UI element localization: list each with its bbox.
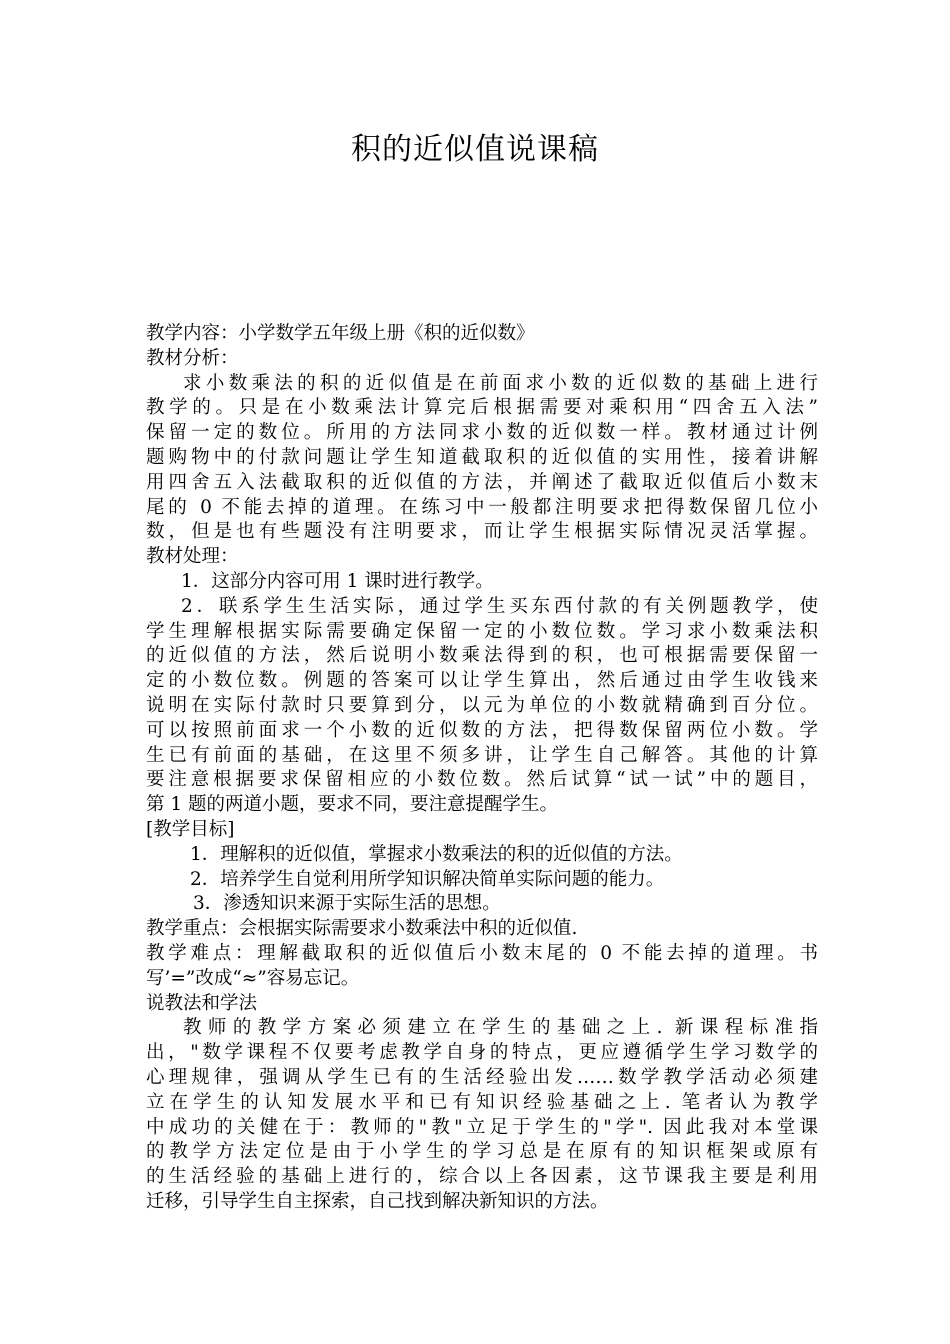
text-line: 教师的教学方案必须建立在学生的基础之上. 新课程标准指	[183, 1017, 818, 1039]
text-line: 可以按照前面求一个小数的近似数的方法，把得数保留两位小数。学	[146, 719, 818, 741]
section-heading: 教材分析：	[146, 347, 239, 369]
text-line: 迁移，引导学生自主探索，自己找到解决新知识的方法。	[146, 1190, 609, 1212]
text-line: 的近似值的方法，然后说明小数乘法得到的积，也可根据需要保留一	[146, 645, 818, 667]
text-line: 说明在实际付款时只要算到分，以元为单位的小数就精确到百分位。	[146, 694, 818, 716]
text-line: 的生活经验的基础上进行的，综合以上各因素，这节课我主要是利用	[146, 1166, 818, 1188]
text-line: 用四舍五入法截取积的近似值的方法，并阐述了截取近似值后小数末	[146, 471, 818, 493]
text-line: 立在学生的认知发展水平和已有知识经验基础之上. 笔者认为教学	[146, 1091, 818, 1113]
text-line: 教学难点：理解截取积的近似值后小数末尾的 0 不能去掉的道理。书	[146, 942, 818, 964]
text-line: 心理规律，强调从学生已有的生活经验出发……数学教学活动必须建	[146, 1066, 818, 1088]
section-heading: 说教法和学法	[146, 992, 258, 1014]
text-line: 教学内容：小学数学五年级上册《积的近似数》	[146, 323, 535, 344]
text-line: 出，"数学课程不仅要考虑教学自身的特点，更应遵循学生学习数学的	[146, 1042, 818, 1064]
list-item: 1．理解积的近似值，掌握求小数乘法的积的近似值的方法。	[190, 843, 683, 865]
list-item: 3．渗透知识来源于实际生活的思想。	[193, 893, 501, 915]
document-title: 积的近似值说课稿	[351, 132, 599, 167]
text-line: 尾的 0 不能去掉的道理。在练习中一般都注明要求把得数保留几位小	[146, 496, 818, 518]
list-item: 1．这部分内容可用 1 课时进行教学。	[181, 570, 494, 592]
text-line: 保留一定的数位。所用的方法同求小数的近似数一样。教材通过计例	[146, 422, 818, 444]
section-heading: [教学目标]	[146, 818, 235, 840]
text-line: 学生理解根据实际需要确定保留一定的小数位数。学习求小数乘法积	[146, 620, 818, 642]
text-line: 的教学方法定位是由于小学生的学习总是在原有的知识框架或原有	[146, 1141, 818, 1163]
text-line: 求小数乘法的积的近似值是在前面求小数的近似数的基础上进行	[183, 372, 818, 394]
text-line: 写’=”改成“≈”容易忘记。	[146, 967, 360, 989]
text-line: 定的小数位数。例题的答案可以让学生算出，然后通过由学生收钱来	[146, 670, 818, 692]
text-line: 题购物中的付款问题让学生知道截取积的近似值的实用性，接着讲解	[146, 446, 818, 468]
text-line: 数，但是也有些题没有注明要求，而让学生根据实际情况灵活掌握。	[146, 521, 818, 543]
section-heading: 教材处理：	[146, 546, 239, 568]
text-line: 教学重点：会根据实际需要求小数乘法中积的近似值.	[146, 918, 578, 940]
text-line: 生已有前面的基础，在这里不须多讲，让学生自己解答。其他的计算	[146, 744, 818, 766]
text-line: 教学的。只是在小数乘法计算完后根据需要对乘积用“四舍五入法”	[146, 397, 818, 419]
document-body	[146, 322, 818, 1215]
text-line: 中成功的关健在于：教师的"教"立足于学生的"学". 因此我对本堂课	[146, 1116, 818, 1138]
list-item: 2．培养学生自觉利用所学知识解决简单实际问题的能力。	[190, 868, 665, 890]
text-line: 第 1 题的两道小题，要求不同，要注意提醒学生。	[146, 794, 559, 816]
text-line: 要注意根据要求保留相应的小数位数。然后试算“试一试”中的题目，	[146, 769, 818, 791]
list-item: 2．联系学生生活实际，通过学生买东西付款的有关例题教学，使	[181, 595, 818, 617]
